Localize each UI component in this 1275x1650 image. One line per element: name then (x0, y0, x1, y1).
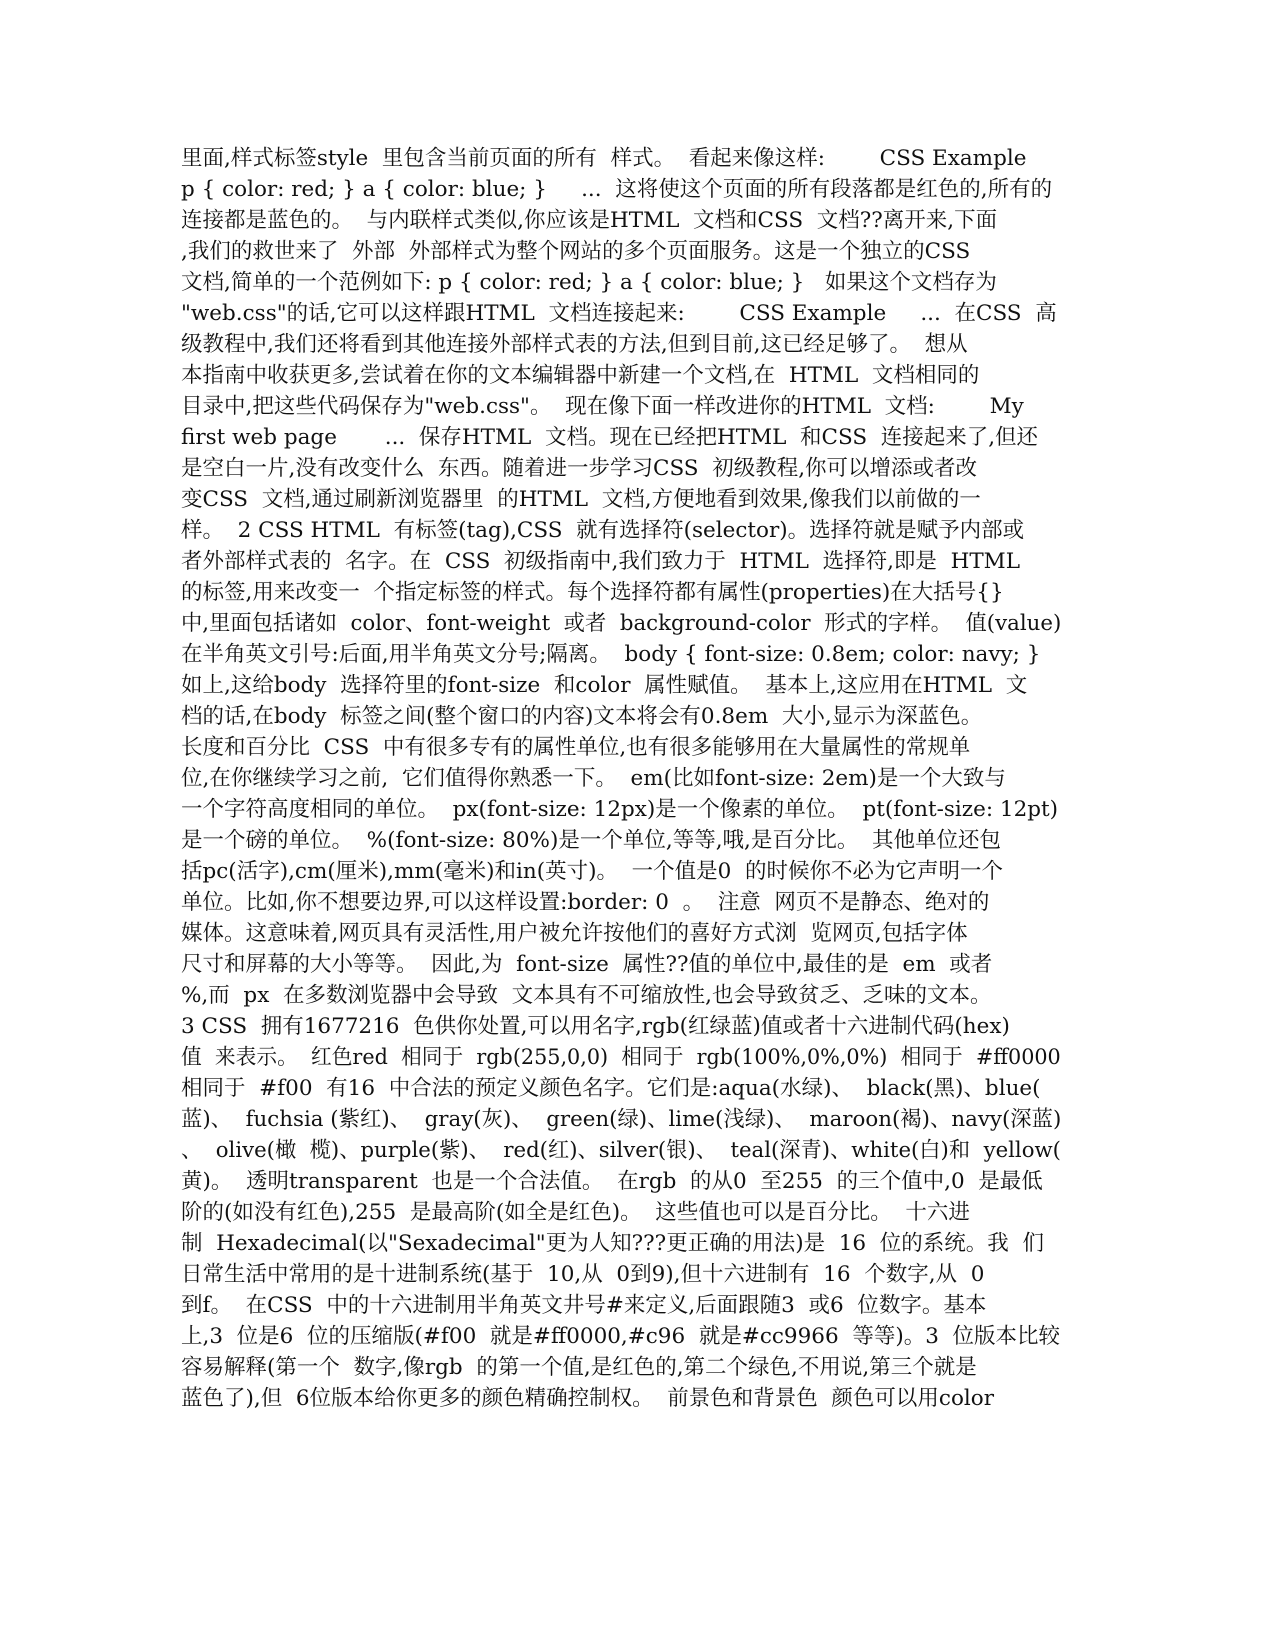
text-line: 一个字符高度相同的单位。 px(font-size: 12px)是一个像素的单位。 pt(font-size: 12pt) (181, 797, 1059, 822)
text-line: 值 来表示。 红色red 相同于 rgb(255,0,0) 相同于 rgb(100%,0%,0%) 相同于 #ff0000 (181, 1045, 1061, 1070)
text-line: 阶的(如没有红色),255 是最高阶(如全是红色)。 这些值也可以是百分比。 十六进 (181, 1200, 970, 1225)
text-line: 样。 2 CSS HTML 有标签(tag),CSS 就有选择符(selector)。选择符就是赋予内部或 (181, 518, 1025, 543)
text-line: 媒体。这意味着,网页具有灵活性,用户被允许按他们的喜好方式浏 览网页,包括字体 (181, 921, 968, 946)
text-line: 中,里面包括诸如 color、font-weight 或者 background-color 形式的字样。 值(value) (181, 611, 1062, 636)
text-line: 相同于 #f00 有16 中合法的预定义颜色名字。它们是:aqua(水绿)、 black(黑)、blue( (181, 1076, 1041, 1101)
text-line: 尺寸和屏幕的大小等等。 因此,为 font-size 属性??值的单位中,最佳的是 em 或者 (181, 952, 993, 977)
text-line: 蓝色了),但 6位版本给你更多的颜色精确控制权。 前景色和背景色 颜色可以用color (181, 1386, 994, 1411)
text-line: 到f。 在CSS 中的十六进制用半角英文井号#来定义,后面跟随3 或6 位数字。基本 (181, 1293, 987, 1318)
text-line: 括pc(活字),cm(厘米),mm(毫米)和in(英寸)。 一个值是0 的时候你不必为它声明一个 (181, 859, 1004, 884)
text-line: 文档,简单的一个范例如下: p { color: red; } a { color: blue; } 如果这个文档存为 (181, 270, 997, 295)
text-line: 黄)。 透明transparent 也是一个合法值。 在rgb 的从0 至255 的三个值中,0 是最低 (181, 1169, 1043, 1194)
text-line: 本指南中收获更多,尝试着在你的文本编辑器中新建一个文档,在 HTML 文档相同的 (181, 363, 980, 388)
text-line: 档的话,在body 标签之间(整个窗口的内容)文本将会有0.8em 大小,显示为深蓝色。 (181, 704, 983, 729)
text-line: 容易解释(第一个 数字,像rgb 的第一个值,是红色的,第二个绿色,不用说,第三个就是 (181, 1355, 977, 1380)
text-line: 上,3 位是6 位的压缩版(#f00 就是#ff0000,#c96 就是#cc9966 等等)。3 位版本比较 (181, 1324, 1061, 1349)
text-line: 在半角英文引号:后面,用半角英文分号;隔离。 body { font-size: 0.8em; color: navy; } (181, 642, 1041, 667)
text-line: 如上,这给body 选择符里的font-size 和color 属性赋值。 基本上,这应用在HTML 文 (181, 673, 1028, 698)
text-line: 里面,样式标签style 里包含当前页面的所有 样式。 看起来像这样: CSS Example (181, 146, 1027, 171)
text-line: first web page ... 保存HTML 文档。现在已经把HTML 和CSS 连接起来了,但还 (181, 425, 1039, 450)
text-line: 变CSS 文档,通过刷新浏览器里 的HTML 文档,方便地看到效果,像我们以前做的一 (181, 487, 981, 512)
text-line: %,而 px 在多数浏览器中会导致 文本具有不可缩放性,也会导致贫乏、乏味的文本。 (181, 983, 992, 1008)
text-line: 、 olive(橄 榄)、purple(紫)、 red(红)、silver(银)、 teal(深青)、white(白)和 yellow( (181, 1138, 1061, 1163)
text-line: "web.css"的话,它可以这样跟HTML 文档连接起来: CSS Example ... 在CSS 高 (181, 301, 1057, 326)
text-line: 连接都是蓝色的。 与内联样式类似,你应该是HTML 文档和CSS 文档??离开来,下面 (181, 208, 998, 233)
text-line: 的标签,用来改变一 个指定标签的样式。每个选择符都有属性(properties)在大括号{} (181, 580, 1004, 605)
text-line: 单位。比如,你不想要边界,可以这样设置:border: 0 。 注意 网页不是静态、绝对的 (181, 890, 990, 915)
text-line: 日常生活中常用的是十进制系统(基于 10,从 0到9),但十六进制有 16 个数字,从 0 (181, 1262, 985, 1287)
text-line: p { color: red; } a { color: blue; } ... 这将使这个页面的所有段落都是红色的,所有的 (181, 177, 1053, 202)
text-line: 蓝)、 fuchsia (紫红)、 gray(灰)、 green(绿)、lime(浅绿)、 maroon(褐)、navy(深蓝) (181, 1107, 1062, 1132)
text-line: 者外部样式表的 名字。在 CSS 初级指南中,我们致力于 HTML 选择符,即是 HTML (181, 549, 1020, 574)
text-line: 级教程中,我们还将看到其他连接外部样式表的方法,但到目前,这已经足够了。 想从 (181, 332, 968, 357)
text-line: 制 Hexadecimal(以"Sexadecimal"更为人知???更正确的用法)是 16 位的系统。我 们 (181, 1231, 1044, 1256)
text-line: ,我们的救世来了 外部 外部样式为整个网站的多个页面服务。这是一个独立的CSS (181, 239, 971, 264)
text-line: 是一个磅的单位。 %(font-size: 80%)是一个单位,等等,哦,是百分比。 其他单位还包 (181, 828, 1002, 853)
text-line: 3 CSS 拥有1677216 色供你处置,可以用名字,rgb(红绿蓝)值或者十六进制代码(hex) (181, 1014, 1010, 1039)
body-text (181, 143, 1061, 1414)
text-line: 长度和百分比 CSS 中有很多专有的属性单位,也有很多能够用在大量属性的常规单 (181, 735, 971, 760)
text-line: 是空白一片,没有改变什么 东西。随着进一步学习CSS 初级教程,你可以增添或者改 (181, 456, 978, 481)
text-line: 目录中,把这些代码保存为"web.css"。 现在像下面一样改进你的HTML 文档: My (181, 394, 1024, 419)
text-line: 位,在你继续学习之前, 它们值得你熟悉一下。 em(比如font-size: 2em)是一个大致与 (181, 766, 1006, 791)
